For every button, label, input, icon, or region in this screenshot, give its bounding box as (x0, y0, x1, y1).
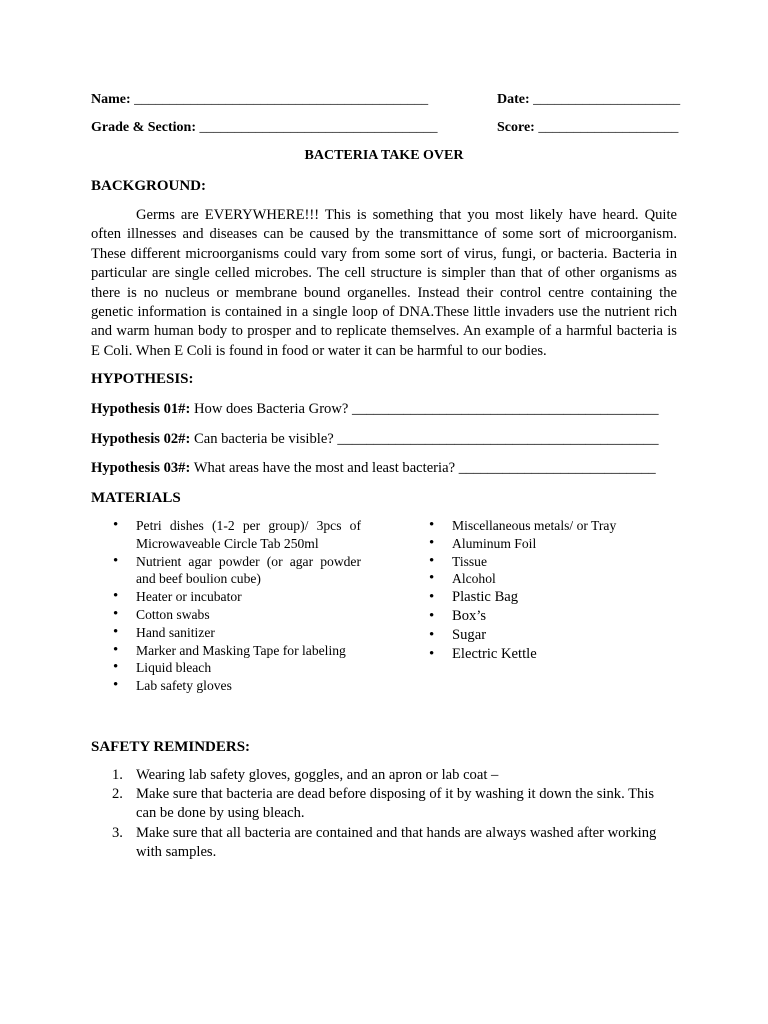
list-text: Make sure that all bacteria are contained and that hands are always washed after working with samples. (136, 824, 657, 860)
hypothesis-label: Hypothesis 02#: (91, 431, 191, 447)
list-item: • Hand sanitizer (91, 624, 361, 642)
hypothesis-label: Hypothesis 01#: (91, 401, 191, 417)
list-item (91, 824, 677, 862)
grade-blank: __________________________________ (199, 120, 438, 135)
list-item: • Sugar (407, 626, 687, 645)
list-item: • Aluminum Foil (407, 535, 687, 553)
hypothesis-question: Can bacteria be visible? (190, 431, 338, 447)
hypothesis-item (91, 401, 691, 418)
grade-field (91, 120, 437, 136)
list-item: • Marker and Masking Tape for labeling (91, 642, 361, 660)
score-label: Score: (497, 120, 535, 135)
list-item: • Lab safety gloves (91, 677, 361, 695)
background-paragraph: Germs are EVERYWHERE!!! This is something that you most likely have heard. Quite often illnesses and diseases can be caused by the transmittance of some sort of microorganism. These different microorganisms could vary from some sort of virus, fungi, or bacteria. Bacteria in particular are single celled microbes. The cell structure is simpler than that of other organisms as there is no nucleus or membrane bound organelles. Instead their control centre containing the genetic information is contained in a single loop of DNA.These little invaders use the nutrient rich and warm human body to prosper and to replicate themselves. An example of a harmful bacteria is E Coli. When E Coli is found in food or water it can be harmful to our bodies. (91, 207, 677, 359)
materials-list-right (407, 517, 687, 664)
materials-heading: MATERIALS (91, 490, 181, 506)
name-label: Name: (91, 92, 131, 107)
list-number: 3. (112, 824, 123, 841)
list-item: • Miscellaneous metals/ or Tray (407, 517, 687, 535)
hypothesis-label: Hypothesis 03#: (91, 460, 191, 476)
list-item: • Cotton swabs (91, 606, 361, 624)
list-item: • Electric Kettle (407, 645, 687, 664)
hypothesis-question: How does Bacteria Grow? (190, 401, 353, 417)
hypothesis-blank: __________________________________________ (352, 401, 659, 417)
list-number: 1. (112, 767, 123, 783)
date-label: Date: (497, 92, 530, 107)
list-item: • Tissue (407, 553, 687, 571)
score-blank: ____________________ (538, 120, 679, 135)
background-heading: BACKGROUND: (91, 178, 206, 194)
safety-list (91, 766, 677, 862)
list-text: Make sure that bacteria are dead before disposing of it by washing it down the sink. This can be done by using bleach. (136, 786, 655, 822)
hypothesis-blank: ___________________________ (458, 460, 656, 476)
hypothesis-question: What areas have the most and least bacteria? (190, 460, 459, 476)
hypothesis-heading: HYPOTHESIS: (91, 371, 194, 387)
date-field (497, 92, 680, 108)
list-item: • Box’s (407, 607, 687, 626)
list-item: • Nutrient agar powder (or agar powder and beef boulion cube) (91, 553, 361, 589)
name-field (91, 92, 428, 108)
materials-list-left (91, 517, 361, 695)
name-blank: __________________________________________ (134, 92, 429, 107)
list-number: 2. (112, 786, 123, 803)
date-blank: _____________________ (533, 92, 681, 107)
score-field (497, 120, 678, 136)
hypothesis-item (91, 460, 691, 477)
grade-label: Grade & Section: (91, 120, 196, 135)
header-row-1 (91, 92, 681, 112)
list-text: Wearing lab safety gloves, goggles, and an apron or lab coat – (136, 767, 499, 783)
list-item (91, 785, 677, 823)
hypothesis-item (91, 431, 691, 448)
list-item (91, 766, 677, 785)
hypothesis-blank: ____________________________________________ (337, 431, 659, 447)
list-item: • Liquid bleach (91, 659, 361, 677)
list-item: • Heater or incubator (91, 588, 361, 606)
list-item: • Plastic Bag (407, 588, 687, 607)
safety-heading: SAFETY REMINDERS: (91, 739, 251, 755)
list-item: • Alcohol (407, 570, 687, 588)
document-title: BACTERIA TAKE OVER (304, 148, 464, 163)
header-row-2 (91, 120, 677, 140)
list-item: • Petri dishes (1-2 per group)/ 3pcs of Microwaveable Circle Tab 250ml (91, 517, 361, 553)
